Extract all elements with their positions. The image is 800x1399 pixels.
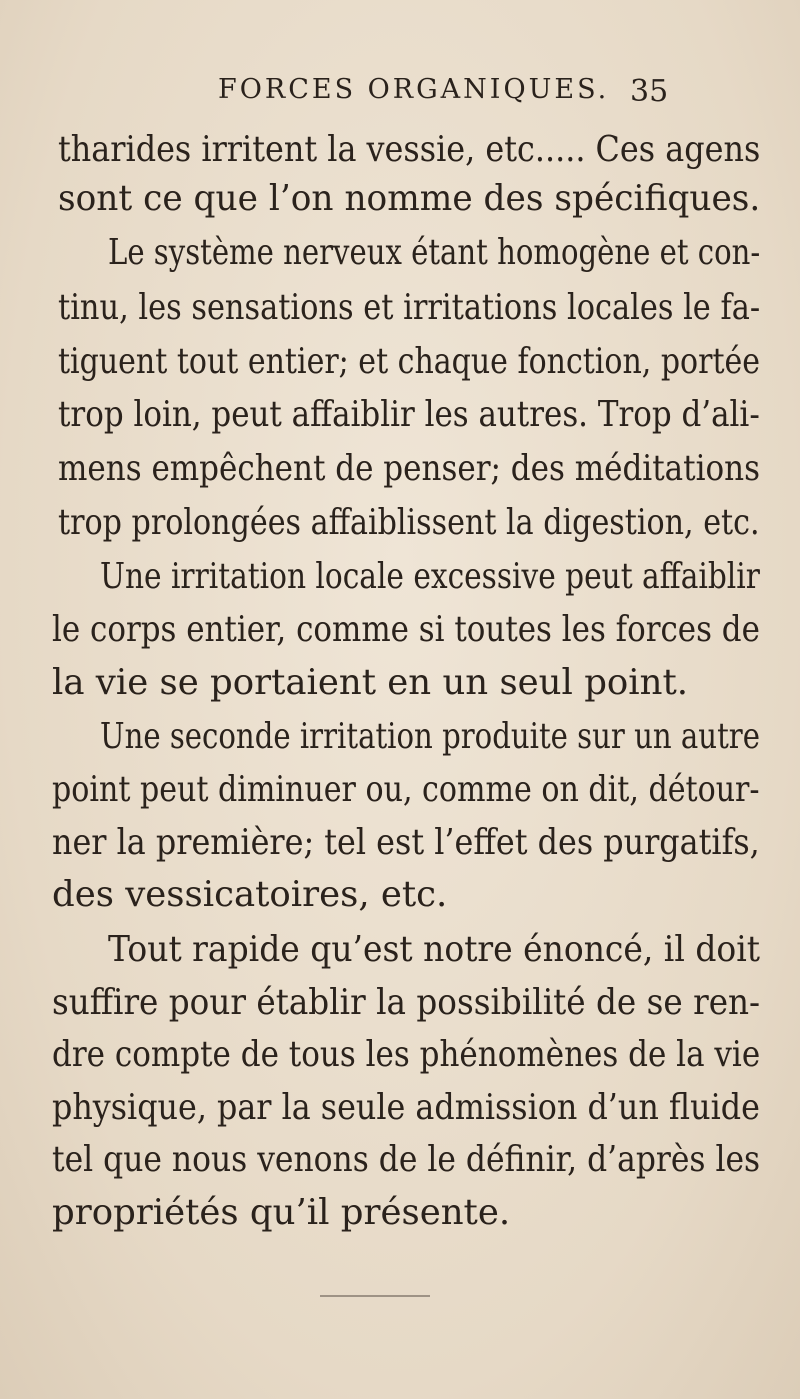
running-title: FORCES ORGANIQUES. bbox=[218, 74, 610, 105]
book-page: FORCES ORGANIQUES. 35 tharides irritent la vessie, etc..... Ces agens sont ce que l’on nomme des spécifiques. Le système nerveux étant homogène et con- tinu, les sensations et irritations locales le fa- tiguent tout entier; et chaque fonction, portée trop loin, peut affaiblir les autres. Trop d’ali- mens empêchent de penser; des méditations trop prolongées affaiblissent la digestion, etc. Une irritation locale excessive peut affaiblir le corps entier, comme si toutes les forces de la vie se portaient en un seul point. Une seconde irritation produite sur un autre point peut diminuer ou, comme on dit, détour- ner la première; tel est l’effet des purgatifs, des vessicatoires, etc. Tout rapide qu’est notre énoncé, il doit suffire pour établir la possibilité de se ren- dre compte de tous les phénomènes de la vie physique, par la seule admission d’un fluide tel que nous venons de le définir, d’après les propriétés qu’il présente. bbox=[0, 0, 800, 1399]
end-rule bbox=[320, 1295, 430, 1297]
page-header bbox=[0, 70, 800, 120]
page-number: 35 bbox=[630, 74, 669, 109]
